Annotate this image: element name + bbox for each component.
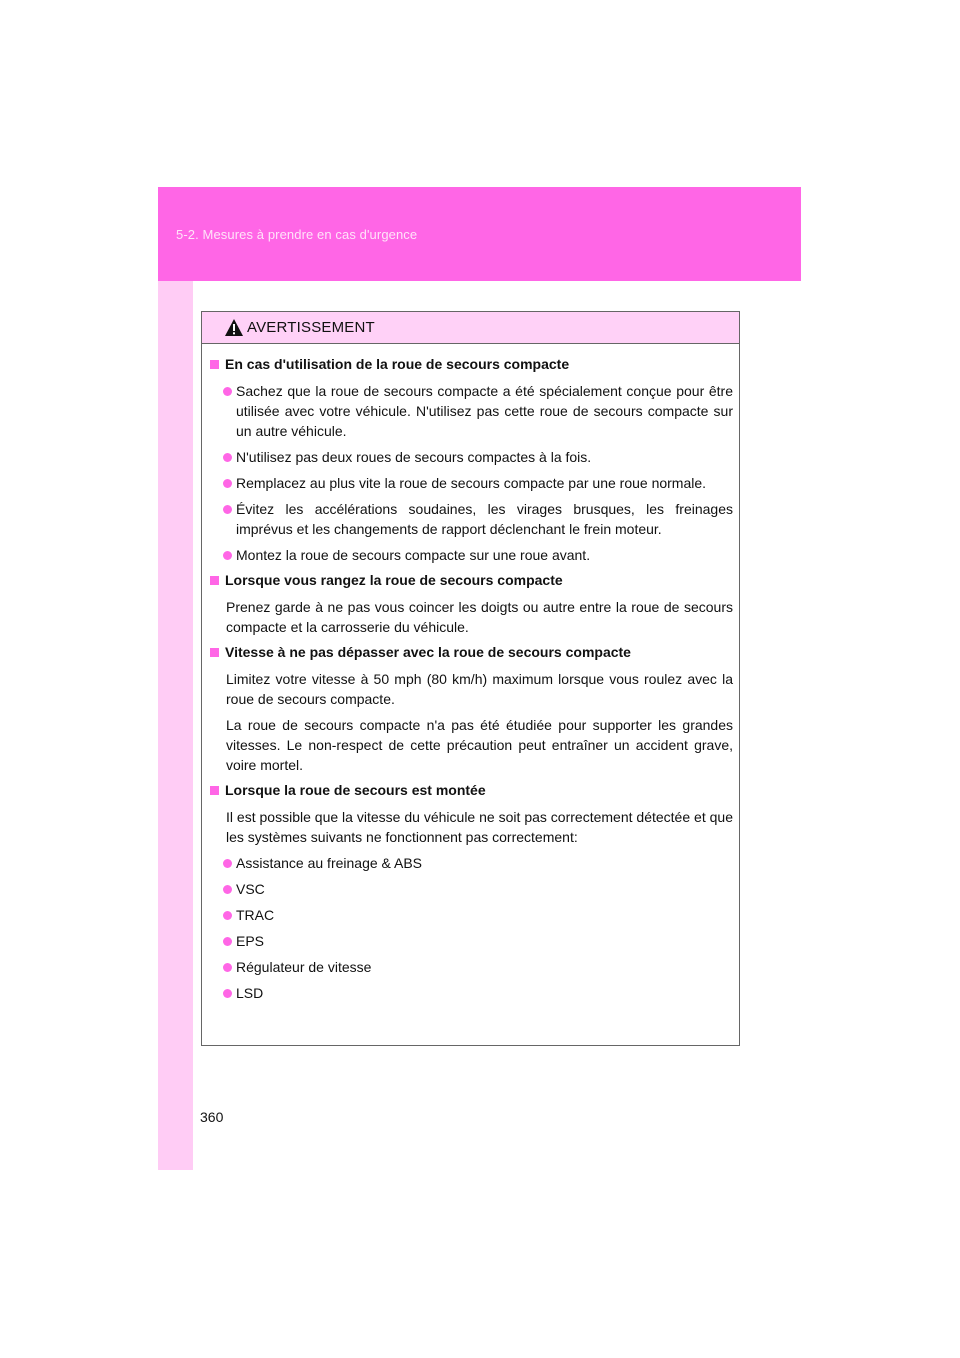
list-item-text: TRAC xyxy=(236,907,275,923)
circle-bullet-icon xyxy=(223,989,232,998)
list-item xyxy=(223,545,733,565)
section-title-text: Lorsque vous rangez la roue de secours compacte xyxy=(225,572,563,588)
section-title xyxy=(210,643,733,662)
circle-bullet-icon xyxy=(223,387,232,396)
square-bullet-icon xyxy=(210,360,219,369)
list-item xyxy=(223,879,733,899)
list-item-text: N'utilisez pas deux roues de secours compactes à la fois. xyxy=(236,449,592,465)
square-bullet-icon xyxy=(210,786,219,795)
warning-box xyxy=(201,311,740,1046)
list-item xyxy=(223,853,733,873)
section-title xyxy=(210,571,733,590)
side-strip xyxy=(158,281,193,1170)
list-item xyxy=(223,957,733,977)
list-item xyxy=(223,473,733,493)
warning-body xyxy=(202,344,739,1003)
list-item-text: Sachez que la roue de secours compacte a été spécialement conçue pour être utilisée avec votre véhicule. N'utilisez pas cette roue de secours compacte sur un autre véhicule. xyxy=(236,383,733,439)
section-storing-spare xyxy=(210,571,733,637)
circle-bullet-icon xyxy=(223,911,232,920)
circle-bullet-icon xyxy=(223,453,232,462)
list-item-text: VSC xyxy=(236,881,265,897)
section-title-text: En cas d'utilisation de la roue de secours compacte xyxy=(225,356,570,372)
paragraph: La roue de secours compacte n'a pas été étudiée pour supporter les grandes vitesses. Le non-respect de cette précaution peut entraîner un accident grave, voire mortel. xyxy=(226,717,733,773)
section-spare-mounted xyxy=(210,781,733,1003)
page-number: 360 xyxy=(200,1109,224,1125)
circle-bullet-icon xyxy=(223,479,232,488)
list-item xyxy=(223,983,733,1003)
section-title xyxy=(210,355,733,374)
chapter-header-band xyxy=(158,187,801,281)
circle-bullet-icon xyxy=(223,551,232,560)
square-bullet-icon xyxy=(210,648,219,657)
list-item xyxy=(223,931,733,951)
list-item xyxy=(223,381,733,441)
section-title xyxy=(210,781,733,800)
section-title-text: Lorsque la roue de secours est montée xyxy=(225,782,486,798)
warning-header xyxy=(202,312,739,344)
section-spare-use xyxy=(210,355,733,565)
list-item xyxy=(223,447,733,467)
list-item xyxy=(223,905,733,925)
list-item xyxy=(223,499,733,539)
list-item-text: EPS xyxy=(236,933,265,949)
circle-bullet-icon xyxy=(223,937,232,946)
chapter-section-label: 5-2. Mesures à prendre en cas d'urgence xyxy=(176,227,418,242)
circle-bullet-icon xyxy=(223,859,232,868)
list-item-text: Évitez les accélérations soudaines, les virages brusques, les freinages imprévus et les changements de rapport déclenchant le frein moteur. xyxy=(236,501,733,537)
square-bullet-icon xyxy=(210,576,219,585)
section-title-text: Vitesse à ne pas dépasser avec la roue de secours compacte xyxy=(225,644,631,660)
paragraph: Il est possible que la vitesse du véhicule ne soit pas correctement détectée et que les systèmes suivants ne fonctionnent pas correctement: xyxy=(226,809,733,845)
list-item-text: Montez la roue de secours compacte sur une roue avant. xyxy=(236,547,591,563)
paragraph: Prenez garde à ne pas vous coincer les doigts ou autre entre la roue de secours compacte et la carrosserie du véhicule. xyxy=(226,599,733,635)
list-item-text: Remplacez au plus vite la roue de secours compacte par une roue normale. xyxy=(236,475,707,491)
circle-bullet-icon xyxy=(223,885,232,894)
list-item-text: LSD xyxy=(236,985,264,1001)
section-speed-limit xyxy=(210,643,733,775)
paragraph: Limitez votre vitesse à 50 mph (80 km/h) maximum lorsque vous roulez avec la roue de secours compacte. xyxy=(226,671,733,707)
warning-title: AVERTISSEMENT xyxy=(247,319,375,336)
circle-bullet-icon xyxy=(223,963,232,972)
list-item-text: Régulateur de vitesse xyxy=(236,959,372,975)
list-item-text: Assistance au freinage & ABS xyxy=(236,855,422,871)
circle-bullet-icon xyxy=(223,505,232,514)
warning-triangle-icon xyxy=(224,318,244,337)
